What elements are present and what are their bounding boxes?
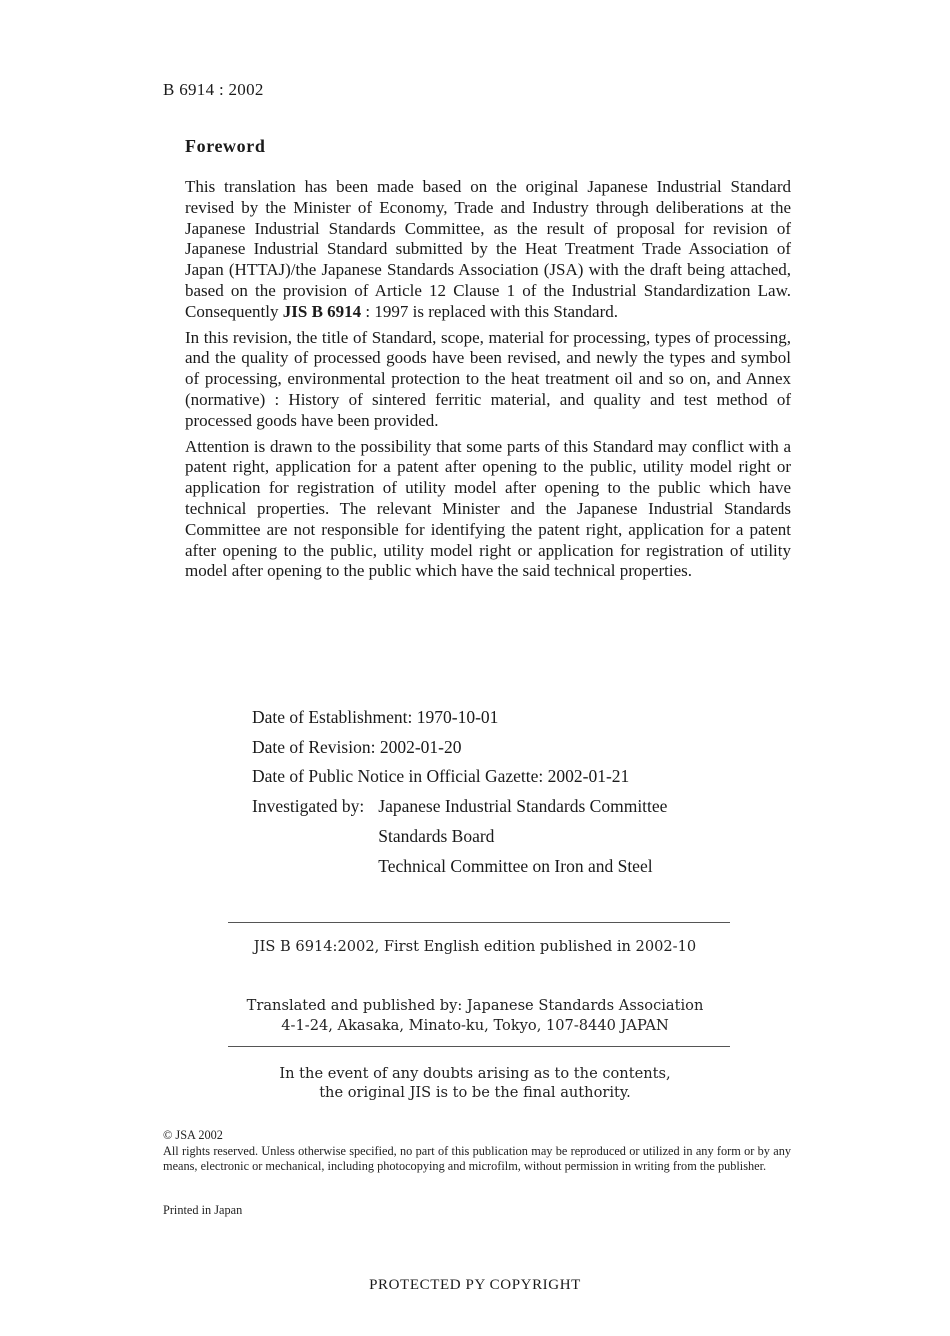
- paragraph-1-end: : 1997 is replaced with this Standard.: [361, 301, 619, 321]
- authority-line-1: In the event of any doubts arising as to the contents,: [279, 1065, 671, 1082]
- committee-line: Japanese Industrial Standards Committee: [378, 796, 668, 817]
- foreword-paragraph-2: In this revision, the title of Standard, scope, material for processing, types of processing, and the quality of processed goods have been revised, and newly the types and symbol of processing, environmental protection to the heat treatment oil and so on, and Annex (normative) : History of sintered ferritic material, and quality and test method of processed goods have been provided.: [185, 327, 791, 430]
- foreword-body: [185, 177, 791, 587]
- date-public-notice: Date of Public Notice in Official Gazette: 2002-01-21: [252, 766, 630, 787]
- committee-line: Technical Committee on Iron and Steel: [378, 855, 653, 876]
- investigated-by: [252, 792, 667, 881]
- foreword-heading: Foreword: [185, 136, 266, 156]
- jis-reference: JIS B 6914: [282, 301, 362, 321]
- copyright-symbol-line: © JSA 2002: [163, 1128, 223, 1142]
- publisher-line: Translated and published by: Japanese Standards Association: [246, 997, 704, 1014]
- foreword-paragraph-1: [185, 177, 791, 323]
- copyright-block: [163, 1128, 791, 1175]
- printed-in: Printed in Japan: [163, 1203, 243, 1217]
- authority-line-2: the original JIS is to be the final authority.: [319, 1084, 631, 1101]
- paragraph-1-text: This translation has been made based on the original Japanese Industrial Standard revised by the Minister of Economy, Trade and Industry through deliberations at the Japanese Industrial Standards Committee, as the result of proposal for revision of Japanese Industrial Standard submitted by the Heat Treatment Trade Association of Japan (HTTAJ)/the Japanese Standards Association (JSA) with the draft being attached, based on the provision of Article 12 Clause 1 of the Industrial Standardization Law. Consequently: [185, 177, 791, 321]
- investigated-committees: [378, 792, 667, 881]
- edition-line: JIS B 6914:2002, First English edition published in 2002-10: [253, 938, 697, 955]
- investigated-label: Investigated by:: [252, 796, 365, 817]
- date-establishment: Date of Establishment: 1970-10-01: [252, 707, 499, 727]
- copyright-footer: PROTECTED PY COPYRIGHT: [369, 1277, 581, 1293]
- rights-statement: All rights reserved. Unless otherwise specified, no part of this publication may be reproduced or utilized in any form or by any means, electronic or mechanical, including photocopying and microfilm, without permission in writing from the publisher.: [163, 1143, 791, 1173]
- publisher-address: 4-1-24, Akasaka, Minato-ku, Tokyo, 107-8440 JAPAN: [281, 1017, 669, 1034]
- foreword-paragraph-3: Attention is drawn to the possibility that some parts of this Standard may conflict with a patent right, application for a patent after opening to the public, utility model right or application for registration of utility model after opening to the public which have technical properties. The relevant Minister and the Japanese Industrial Standards Committee are not responsible for identifying the patent right, application for a patent after opening to the public, utility model right or application for registration of utility model after opening to the public which have the said technical properties.: [185, 436, 791, 581]
- committee-line: Standards Board: [378, 825, 495, 846]
- document-number: B 6914 : 2002: [163, 80, 264, 99]
- publisher-block: [0, 996, 950, 1036]
- date-revision: Date of Revision: 2002-01-20: [252, 736, 462, 757]
- divider-bottom: [228, 1046, 730, 1047]
- authority-notice: [0, 1064, 950, 1102]
- dates-block: [252, 703, 667, 881]
- divider-top: [228, 922, 730, 923]
